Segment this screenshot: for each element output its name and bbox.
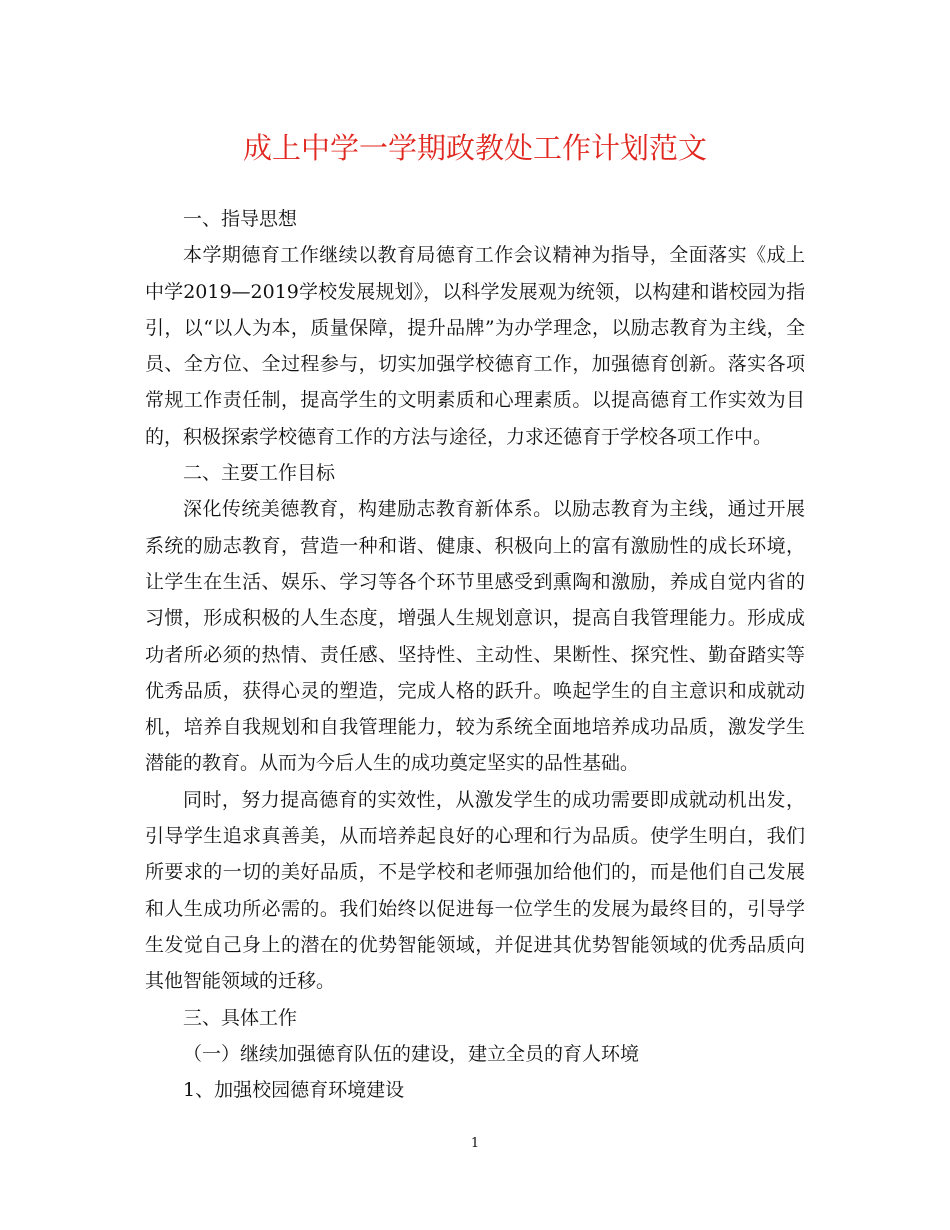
document-body [145, 201, 805, 1108]
body-paragraph: 同时，努力提高德育的实效性，从激发学生的成功需要即成就动机出发，引导学生追求真善美，从而培养起良好的心理和行为品质。使学生明白，我们所要求的一切的美好品质，不是学校和老师强加给他们的，而是他们自己发展和人生成功所必需的。我们始终以促进每一位学生的发展为最终目的，引导学生发觉自己身上的潜在的优势智能领域，并促进其优势智能领域的优秀品质向其他智能领域的迁移。 [145, 788, 805, 993]
item-heading: 1、加强校园德育环境建设 [183, 1079, 405, 1102]
subsection-heading: （一）继续加强德育队伍的建设，建立全员的育人环境 [183, 1042, 640, 1065]
body-paragraph: 深化传统美德教育，构建励志教育新体系。以励志教育为主线，通过开展系统的励志教育，营造一种和谐、健康、积极向上的富有激励性的成长环境，让学生在生活、娱乐、学习等各个环节里感受到熏陶和激励，养成自觉内省的习惯，形成积极的人生态度，增强人生规划意识，提高自我管理能力。形成成功者所必须的热情、责任感、坚持性、主动性、果断性、探究性、勤奋踏实等优秀品质，获得心灵的塑造，完成人格的跃升。唤起学生的自主意识和成就动机，培养自我规划和自我管理能力，较为系统全面地培养成功品质，激发学生潜能的教育。从而为今后人生的成功奠定坚实的品性基础。 [145, 498, 805, 775]
section-heading: 二、主要工作目标 [183, 462, 336, 485]
document-title: 成上中学一学期政教处工作计划范文 [242, 131, 707, 165]
section-heading: 一、指导思想 [183, 208, 298, 230]
body-paragraph: 本学期德育工作继续以教育局德育工作会议精神为指导，全面落实《成上中学2019—2019学校发展规划》，以科学发展观为统领，以构建和谐校园为指引，以“以人为本，质量保障，提升品牌”为办学理念，以励志教育为主线，全员、全方位、全过程参与，切实加强学校德育工作，加强德育创新。落实各项常规工作责任制，提高学生的文明素质和心理素质。以提高德育工作实效为目的，积极探索学校德育工作的方法与途径，力求还德育于学校各项工作中。 [145, 244, 805, 448]
section-heading: 三、具体工作 [183, 1006, 298, 1029]
page-number: 1 [470, 1136, 480, 1151]
